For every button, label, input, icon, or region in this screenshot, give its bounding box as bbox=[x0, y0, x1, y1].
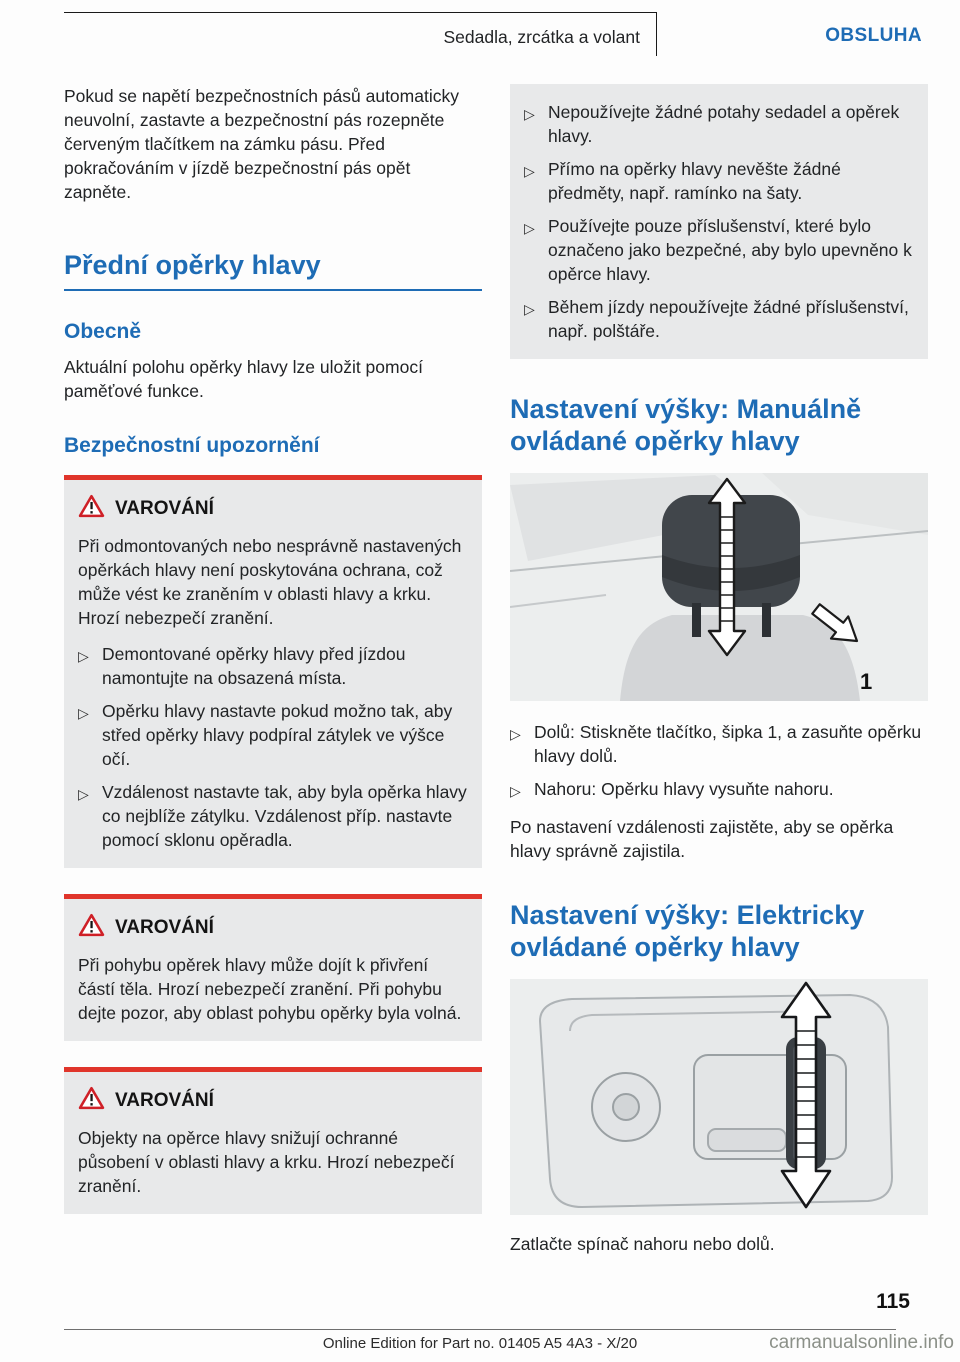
general-paragraph: Aktuální polohu opěrky hlavy lze uložit pomocí paměťové funkce. bbox=[64, 357, 423, 401]
triangle-bullet-icon: ▷ bbox=[78, 705, 89, 721]
list-item bbox=[524, 100, 914, 148]
warning-triangle-icon bbox=[78, 913, 105, 943]
heading-general: Obecně bbox=[64, 320, 142, 343]
triangle-bullet-icon: ▷ bbox=[510, 726, 521, 742]
manual-instructions bbox=[510, 720, 928, 803]
manual-note: Po nastavení vzdálenosti zajistěte, aby se opěrka hlavy správně zajistila. bbox=[510, 817, 894, 861]
warning-body: Při odmontovaných nebo nesprávně nastavených opěrkách hlavy není poskytována ochrana, což může vést ke zraněním v oblasti hlavy a krku. Hrozí nebezpečí zranění. bbox=[78, 536, 462, 628]
list-item bbox=[524, 295, 914, 343]
list-item-text: Nahoru: Opěrku hlavy vysuňte nahoru. bbox=[534, 779, 834, 799]
list-item bbox=[524, 214, 914, 286]
headrest-illustration-svg bbox=[510, 473, 928, 701]
triangle-bullet-icon: ▷ bbox=[510, 783, 521, 799]
list-item bbox=[524, 157, 914, 205]
heading-front-headrests: Přední opěrky hlavy bbox=[64, 250, 321, 280]
warning-bullet-list bbox=[78, 642, 468, 852]
triangle-bullet-icon: ▷ bbox=[78, 786, 89, 802]
footer-rule bbox=[64, 1329, 896, 1330]
list-item bbox=[78, 642, 468, 690]
triangle-bullet-icon: ▷ bbox=[524, 301, 535, 317]
switch-illustration bbox=[510, 979, 928, 1220]
header-divider bbox=[656, 12, 657, 56]
warning-title: VAROVÁNÍ bbox=[115, 1090, 214, 1111]
warning-title: VAROVÁNÍ bbox=[115, 917, 214, 938]
list-item-text: Opěrku hlavy nastavte pokud možno tak, aby střed opěrky hlavy podpíral zátylek ve výšce očí. bbox=[102, 701, 453, 769]
callout-1: 1 bbox=[860, 669, 873, 694]
left-column bbox=[64, 84, 482, 1214]
warning-header bbox=[78, 494, 468, 524]
warning-box-1 bbox=[64, 475, 482, 868]
heading-electric-height: Nastavení výšky: Elektricky ovládané opěrky hlavy bbox=[510, 900, 865, 962]
header-rule bbox=[64, 12, 656, 13]
list-item bbox=[510, 720, 928, 768]
heading-manual-height: Nastavení výšky: Manuálně ovládané opěrky hlavy bbox=[510, 394, 862, 456]
list-item-text: Nepoužívejte žádné potahy sedadel a opěrek hlavy. bbox=[548, 102, 900, 146]
warning-header bbox=[78, 913, 468, 943]
warning-title: VAROVÁNÍ bbox=[115, 498, 214, 519]
watermark: carmanualsonline.info bbox=[769, 1332, 954, 1353]
intro-paragraph: Pokud se napětí bezpečnostních pásů automaticky neuvolní, zastavte a bezpečnostní pás rozepněte červeným tlačítkem na zámku pásu. Před pokračováním v jízdě bezpečnostní pás opět zapněte. bbox=[64, 86, 459, 202]
warning-body: Objekty na opěrce hlavy snižují ochranné působení v oblasti hlavy a krku. Hrozí nebezpečí zranění. bbox=[78, 1128, 455, 1196]
triangle-bullet-icon: ▷ bbox=[524, 220, 535, 236]
warning-box-2 bbox=[64, 894, 482, 1041]
warning-bullet-list bbox=[524, 100, 914, 343]
chapter-title: Sedadla, zrcátka a volant bbox=[443, 27, 640, 47]
switch-illustration-svg bbox=[510, 979, 928, 1215]
warning-box-continued bbox=[510, 84, 928, 359]
triangle-bullet-icon: ▷ bbox=[524, 106, 535, 122]
heading-safety: Bezpečnostní upozornění bbox=[64, 434, 320, 457]
warning-triangle-icon bbox=[78, 494, 105, 524]
section-tab: OBSLUHA bbox=[825, 25, 922, 46]
list-item bbox=[78, 699, 468, 771]
list-item-text: Během jízdy nepoužívejte žádné příslušenství, např. polštáře. bbox=[548, 297, 909, 341]
warning-header bbox=[78, 1086, 468, 1116]
list-item bbox=[510, 777, 928, 803]
heading-rule bbox=[64, 289, 482, 291]
triangle-bullet-icon: ▷ bbox=[524, 163, 535, 179]
list-item-text: Dolů: Stiskněte tlačítko, šipka 1, a zasuňte opěrku hlavy dolů. bbox=[534, 722, 922, 766]
warning-triangle-icon bbox=[78, 1086, 105, 1116]
right-column bbox=[510, 84, 928, 1256]
list-item-text: Přímo na opěrky hlavy nevěšte žádné předměty, např. ramínko na šaty. bbox=[548, 159, 841, 203]
list-item bbox=[78, 780, 468, 852]
warning-box-3 bbox=[64, 1067, 482, 1214]
headrest-illustration bbox=[510, 473, 928, 706]
list-item-text: Vzdálenost nastavte tak, aby byla opěrka hlavy co nejblíže zátylku. Vzdálenost příp. nastavte pomocí sklonu opěradla. bbox=[102, 782, 467, 850]
page-number: 115 bbox=[876, 1290, 910, 1313]
list-item-text: Používejte pouze příslušenství, které bylo označeno jako bezpečné, aby bylo upevněno k opěrce hlavy. bbox=[548, 216, 912, 284]
triangle-bullet-icon: ▷ bbox=[78, 648, 89, 664]
list-item-text: Demontované opěrky hlavy před jízdou namontujte na obsazená místa. bbox=[102, 644, 406, 688]
edition-note: Online Edition for Part no. 01405 A5 4A3 - X/20 bbox=[322, 1335, 638, 1352]
electric-note: Zatlačte spínač nahoru nebo dolů. bbox=[510, 1234, 775, 1254]
warning-body: Při pohybu opěrek hlavy může dojít k přivření částí těla. Hrozí nebezpečí zranění. Při pohybu dejte pozor, aby oblast pohybu opěrky byla volná. bbox=[78, 955, 462, 1023]
